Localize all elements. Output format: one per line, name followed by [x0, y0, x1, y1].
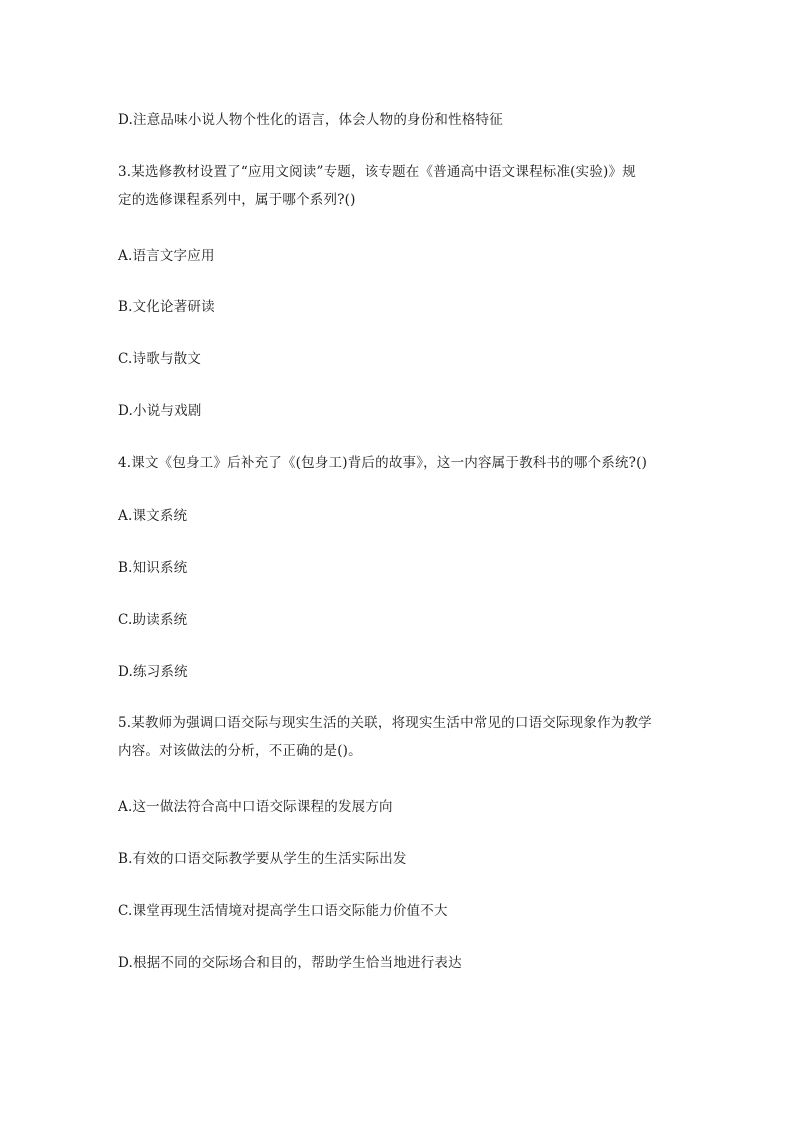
q3-stem-line2: 定的选修课程系列中，属于哪个系列?(): [118, 192, 356, 208]
q5-stem-line1: 5.某教师为强调口语交际与现实生活的关联，将现实生活中常见的口语交际现象作为教学: [118, 715, 652, 731]
q5-option-d: D.根据不同的交际场合和目的，帮助学生恰当地进行表达: [118, 955, 462, 971]
q5-option-b: B.有效的口语交际教学要从学生的生活实际出发: [118, 851, 407, 867]
q3-stem-line1: 3.某选修教材设置了“应用文阅读”专题，该专题在《普通高中语文课程标准(实验)》规: [118, 164, 636, 180]
q3-option-a: A.语言文字应用: [118, 248, 215, 264]
q4-option-d: D.练习系统: [118, 664, 188, 680]
q3-option-b: B.文化论著研读: [118, 299, 215, 315]
q4-option-c: C.助读系统: [118, 612, 188, 628]
q5-option-a: A.这一做法符合高中口语交际课程的发展方向: [118, 799, 393, 815]
q5-stem-line2: 内容。对该做法的分析，不正确的是()。: [118, 743, 362, 759]
q4-stem: 4.课文《包身工》后补充了《(包身工)背后的故事》，这一内容属于教科书的哪个系统?(): [118, 455, 648, 471]
q3-option-c: C.诗歌与散文: [118, 351, 202, 367]
q4-option-b: B.知识系统: [118, 560, 188, 576]
q5-option-c: C.课堂再现生活情境对提高学生口语交际能力价值不大: [118, 903, 448, 919]
q3-option-d: D.小说与戏剧: [118, 403, 202, 419]
q2-option-d: D.注意品味小说人物个性化的语言，体会人物的身份和性格特征: [118, 112, 503, 128]
q4-option-a: A.课文系统: [118, 508, 188, 524]
